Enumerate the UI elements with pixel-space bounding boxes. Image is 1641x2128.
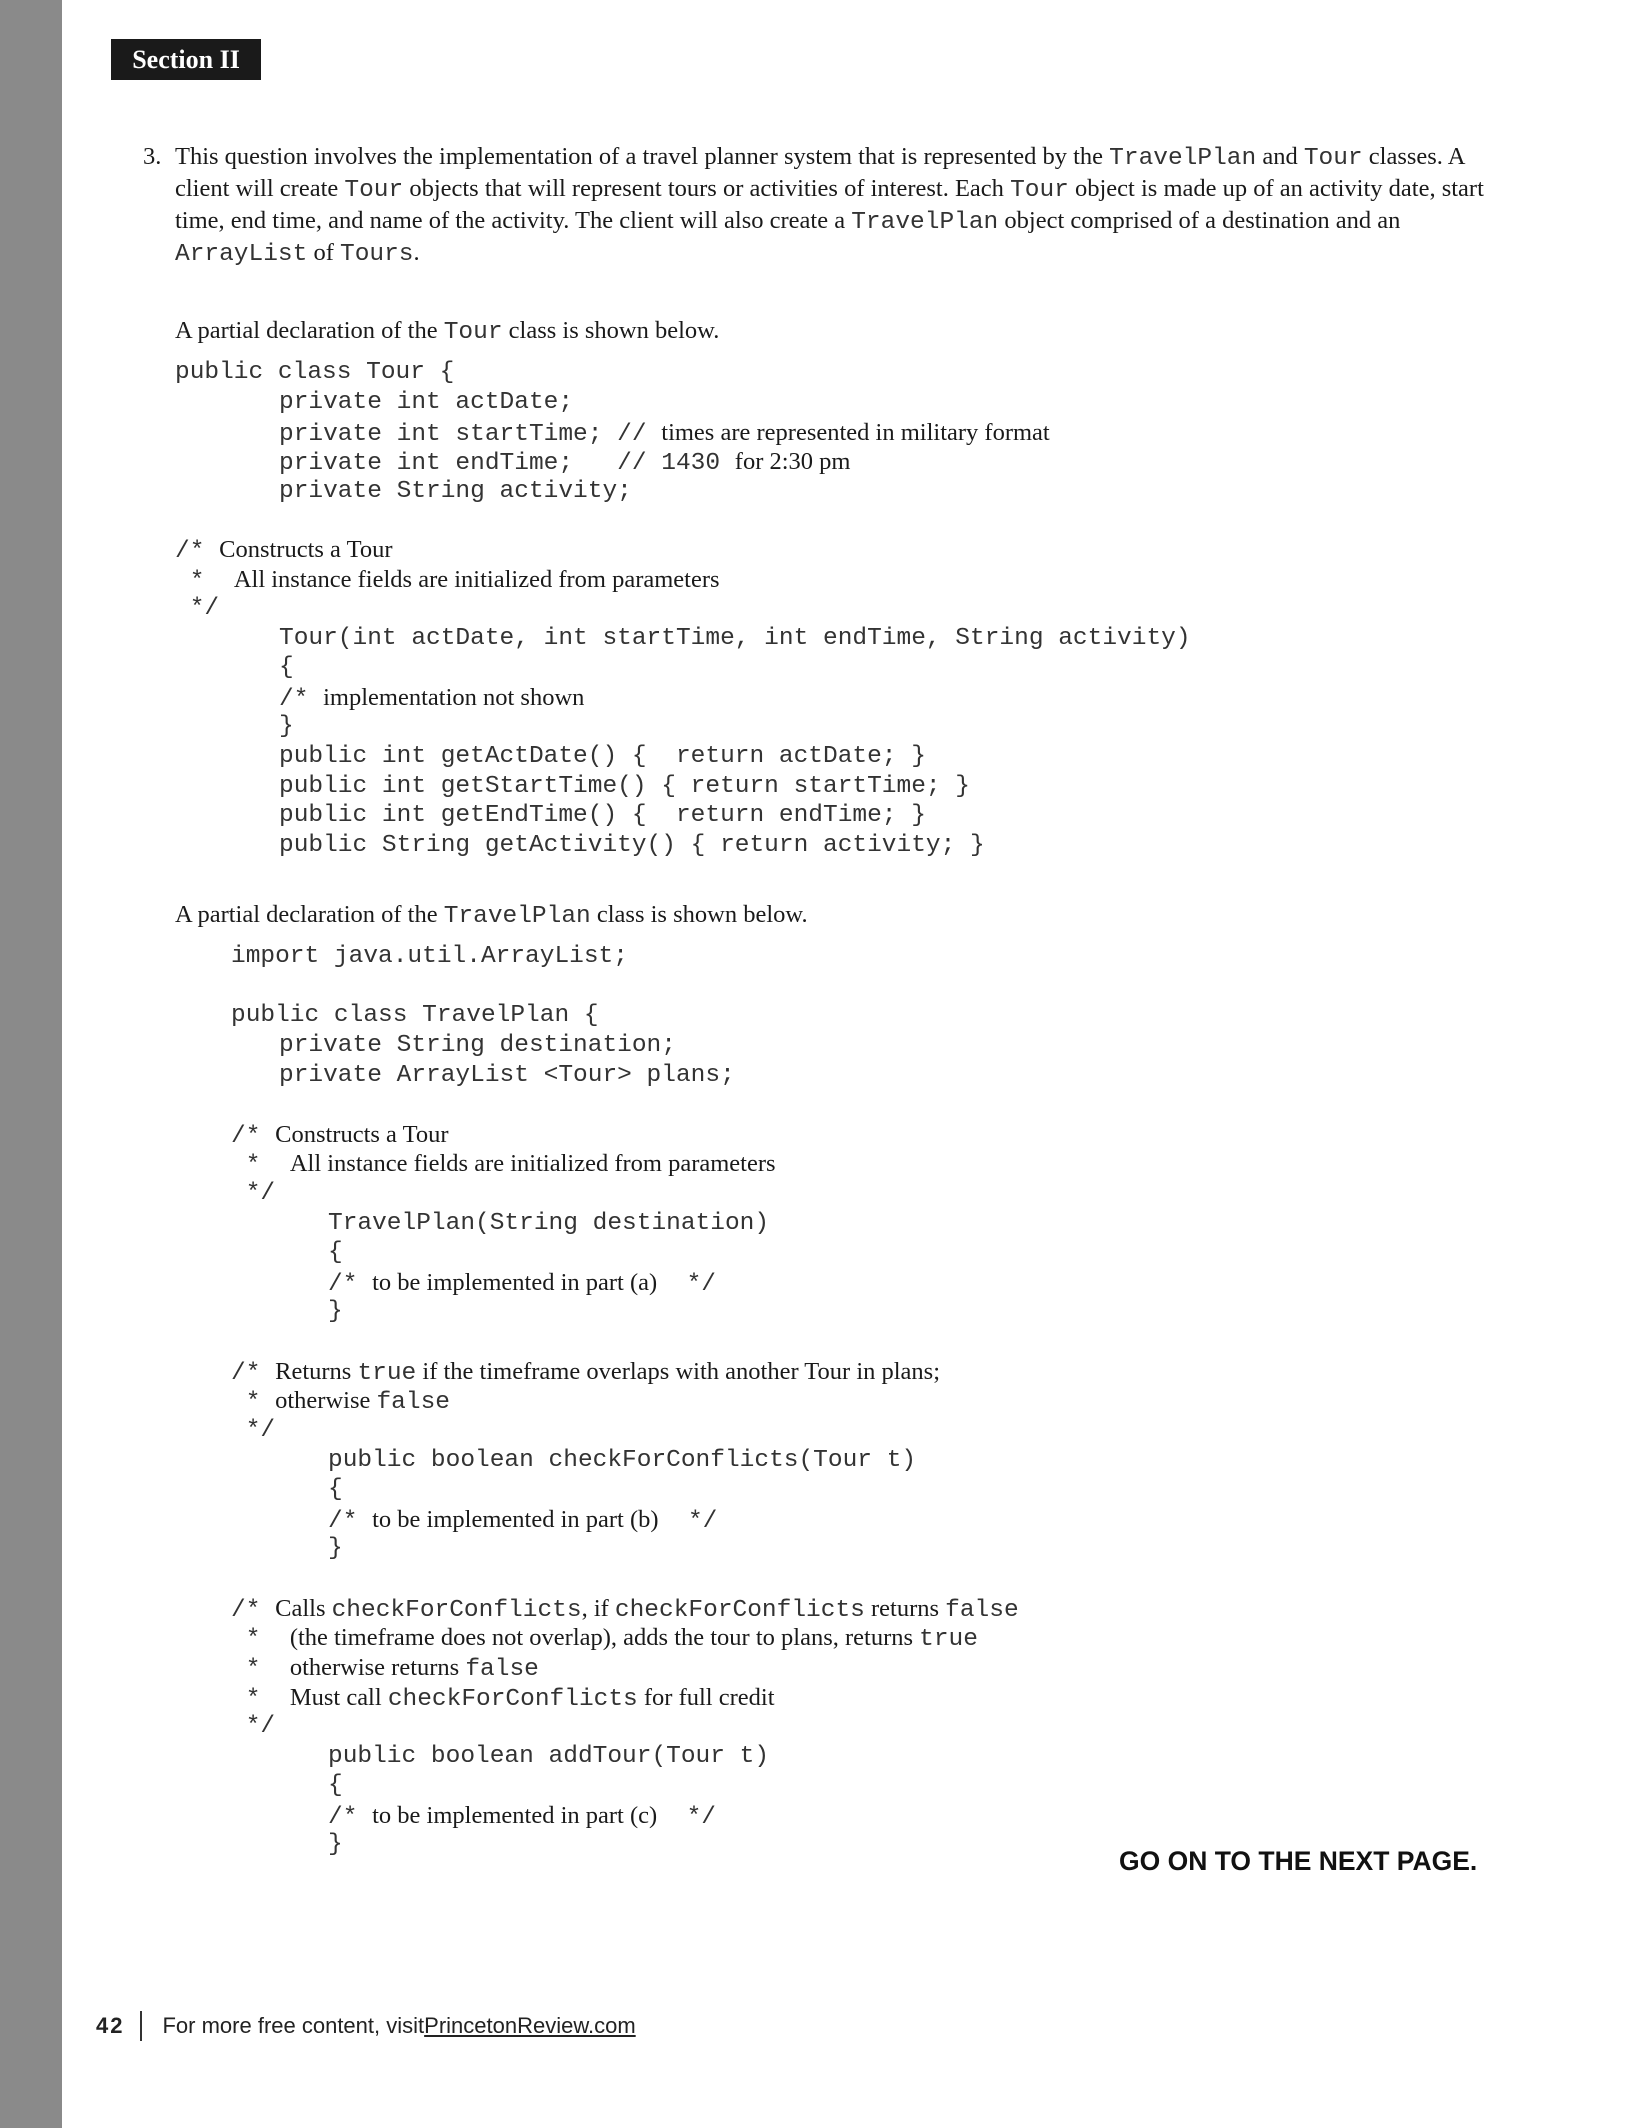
text-line xyxy=(279,477,632,507)
code-fragment: } xyxy=(328,1535,343,1562)
code-fragment: public int getStartTime() { return startTime; } xyxy=(279,773,971,800)
code-fragment: Tour xyxy=(1010,177,1069,204)
text-line xyxy=(231,1594,1019,1624)
footer-text: For more free content, visit xyxy=(162,2013,425,2038)
text-line xyxy=(279,1061,735,1091)
code-fragment: public class TravelPlan { xyxy=(231,1002,599,1029)
code-fragment: checkForConflicts xyxy=(387,1686,638,1713)
text-line xyxy=(279,418,1050,448)
text-line xyxy=(175,565,720,595)
code-fragment: } xyxy=(328,1831,343,1858)
code-fragment: */ xyxy=(231,1713,276,1740)
code-fragment: public int getEndTime() { return endTime; } xyxy=(279,802,926,829)
page-margin-bar xyxy=(0,0,62,2128)
code-fragment: */ xyxy=(657,1271,716,1298)
text-line xyxy=(328,1801,716,1831)
code-fragment: checkForConflicts xyxy=(614,1597,865,1624)
prose-fragment: for full credit xyxy=(637,1684,775,1711)
prose-fragment: class is shown below. xyxy=(590,901,808,928)
prose-fragment: Constructs a Tour xyxy=(219,536,393,563)
footer-divider xyxy=(140,2011,142,2041)
code-fragment: * xyxy=(231,1152,290,1179)
code-fragment: false xyxy=(465,1656,539,1683)
code-fragment: /* xyxy=(175,538,220,565)
code-fragment: */ xyxy=(231,1180,276,1207)
code-fragment: TravelPlan(String destination) xyxy=(328,1210,770,1237)
code-fragment: private ArrayList <Tour> plans; xyxy=(279,1062,735,1089)
princeton-review-link[interactable]: PrincetonReview.com xyxy=(424,2013,636,2038)
prose-fragment: A partial declaration of the xyxy=(175,317,444,344)
prose-fragment: implementation not shown xyxy=(323,684,585,711)
text-line xyxy=(231,942,628,972)
text-line xyxy=(231,1357,940,1387)
text-line xyxy=(231,1653,539,1683)
code-fragment: false xyxy=(376,1389,450,1416)
text-line xyxy=(231,1623,978,1653)
text-line xyxy=(328,1297,343,1327)
text-line xyxy=(328,1771,343,1801)
section-badge: Section II xyxy=(111,39,261,80)
text-line xyxy=(328,1209,769,1239)
code-fragment: /* xyxy=(231,1597,276,1624)
text-line xyxy=(175,316,719,346)
code-fragment: */ xyxy=(175,595,220,622)
text-line xyxy=(328,1505,717,1535)
prose-fragment: to be implemented in part (a) xyxy=(372,1269,658,1296)
text-line xyxy=(279,388,573,418)
text-line xyxy=(279,742,926,772)
code-fragment: { xyxy=(328,1772,343,1799)
code-fragment: private int endTime; // 1430 xyxy=(279,450,735,477)
prose-fragment: (the timeframe does not overlap), adds the tour to plans, returns xyxy=(289,1624,920,1651)
code-fragment: TravelPlan xyxy=(443,903,591,930)
prose-fragment: All instance fields are initialized from parameters xyxy=(233,566,720,593)
question-number: 3. xyxy=(143,143,162,170)
code-fragment: TravelPlan xyxy=(851,209,999,236)
code-fragment: Tour xyxy=(1303,145,1363,172)
text-line xyxy=(279,801,926,831)
prose-fragment: . xyxy=(413,239,420,266)
text-line xyxy=(231,1416,275,1446)
code-fragment: true xyxy=(357,1360,417,1387)
text-line xyxy=(175,535,393,565)
code-fragment: public class Tour { xyxy=(175,359,455,386)
page-number: 42 xyxy=(96,2013,125,2038)
code-fragment: import java.util.ArrayList; xyxy=(231,943,628,970)
code-fragment: Tour(int actDate, int startTime, int endTime, String activity) xyxy=(279,625,1191,652)
text-line xyxy=(279,831,985,861)
text-line xyxy=(231,1149,776,1179)
prose-fragment: to be implemented in part (c) xyxy=(372,1802,658,1829)
code-fragment: * xyxy=(231,1389,276,1416)
prose-fragment: This question involves the implementation of a travel planner system that is represented by the xyxy=(175,143,1110,170)
text-line xyxy=(328,1475,343,1505)
code-fragment: private String destination; xyxy=(279,1032,676,1059)
prose-fragment: object is made up of an activity date, start time, end time, and name of the activity. The client will also create a xyxy=(175,175,1484,234)
text-line xyxy=(328,1534,343,1564)
text-line xyxy=(231,1712,275,1742)
text-line xyxy=(279,1031,676,1061)
code-fragment: } xyxy=(328,1298,343,1325)
text-line xyxy=(175,358,454,388)
prose-fragment: object comprised of a destination and an xyxy=(998,207,1401,234)
code-fragment: checkForConflicts xyxy=(331,1597,582,1624)
code-fragment: { xyxy=(328,1476,343,1503)
code-fragment: public int getActDate() { return actDate; } xyxy=(279,743,926,770)
code-fragment: true xyxy=(919,1626,978,1653)
code-fragment: Tour xyxy=(344,177,404,204)
text-line xyxy=(231,1120,449,1150)
code-fragment: */ xyxy=(658,1508,718,1535)
prose-fragment: of xyxy=(307,239,340,266)
code-fragment: false xyxy=(945,1597,1019,1624)
code-fragment: /* xyxy=(328,1508,373,1535)
prose-fragment: Returns xyxy=(275,1358,358,1385)
code-fragment: * xyxy=(231,1626,290,1653)
page-footer xyxy=(96,2011,636,2041)
text-line xyxy=(328,1268,716,1298)
code-fragment: * xyxy=(175,568,234,595)
text-line xyxy=(279,653,294,683)
text-line xyxy=(328,1742,769,1772)
code-fragment: } xyxy=(279,713,294,740)
prose-fragment: classes. A client will create xyxy=(175,143,1465,202)
text-line xyxy=(328,1446,916,1476)
code-fragment: /* xyxy=(279,686,324,713)
prose-fragment: class is shown below. xyxy=(502,317,720,344)
prose-fragment: returns xyxy=(864,1595,946,1622)
text-line xyxy=(279,447,850,477)
code-fragment: { xyxy=(279,654,294,681)
code-fragment: ArrayList xyxy=(175,241,308,268)
code-fragment: public String getActivity() { return activity; } xyxy=(279,832,985,859)
prose-fragment: Must call xyxy=(289,1684,388,1711)
text-line xyxy=(279,683,584,713)
prose-fragment: A partial declaration of the xyxy=(175,901,444,928)
prose-fragment: objects that will represent tours or activities of interest. Each xyxy=(403,175,1011,202)
code-fragment: private int startTime; // xyxy=(279,421,662,448)
prose-fragment: , if xyxy=(581,1595,615,1622)
prose-fragment: otherwise returns xyxy=(289,1654,466,1681)
code-fragment: { xyxy=(328,1239,343,1266)
code-fragment: /* xyxy=(328,1804,373,1831)
text-line xyxy=(328,1830,343,1860)
code-fragment: * xyxy=(231,1686,290,1713)
prose-fragment: and xyxy=(1256,143,1304,170)
prose-fragment: if the timeframe overlaps with another Tour in plans; xyxy=(416,1358,941,1385)
prose-fragment: for 2:30 pm xyxy=(734,448,851,475)
code-fragment: private String activity; xyxy=(279,478,632,505)
code-fragment: * xyxy=(231,1656,290,1683)
code-fragment: /* xyxy=(231,1123,276,1150)
code-fragment: TravelPlan xyxy=(1109,145,1257,172)
text-line xyxy=(328,1238,343,1268)
code-fragment: */ xyxy=(231,1417,276,1444)
prose-fragment: All instance fields are initialized from parameters xyxy=(289,1150,776,1177)
code-fragment: private int actDate; xyxy=(279,389,574,416)
code-fragment: Tour xyxy=(443,319,503,346)
text-line xyxy=(279,624,1191,654)
text-line xyxy=(231,1001,599,1031)
text-line xyxy=(231,1386,450,1416)
text-line xyxy=(231,1683,775,1713)
code-fragment: public boolean checkForConflicts(Tour t) xyxy=(328,1447,917,1474)
prose-fragment: to be implemented in part (b) xyxy=(372,1506,659,1533)
prose-fragment: Constructs a Tour xyxy=(275,1121,449,1148)
text-line xyxy=(175,594,219,624)
text-line xyxy=(231,1179,275,1209)
text-line xyxy=(175,900,808,930)
text-line xyxy=(279,712,294,742)
prose-fragment: Calls xyxy=(275,1595,332,1622)
go-next-page-notice: GO ON TO THE NEXT PAGE. xyxy=(1119,1846,1478,1876)
prose-fragment: otherwise xyxy=(275,1387,377,1414)
code-fragment: public boolean addTour(Tour t) xyxy=(328,1743,770,1770)
code-fragment: /* xyxy=(231,1360,276,1387)
code-fragment: */ xyxy=(657,1804,716,1831)
code-fragment: Tours xyxy=(340,241,414,268)
prose-fragment: times are represented in military format xyxy=(661,419,1050,446)
text-line xyxy=(279,772,970,802)
code-fragment: /* xyxy=(328,1271,373,1298)
question-intro xyxy=(175,142,1485,270)
